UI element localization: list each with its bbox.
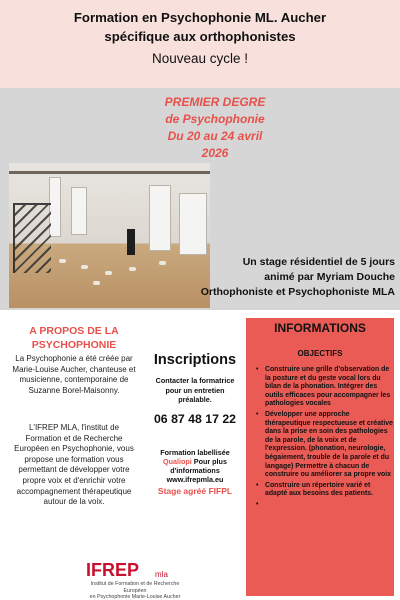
degree-line: PREMIER DEGRE [164, 95, 266, 109]
cushion [105, 271, 112, 275]
label-line-1: Formation labellisée [160, 448, 230, 457]
about-title-line-2: PSYCHOPHONIE [31, 339, 117, 351]
ifrep-logo [80, 560, 190, 600]
phone-number[interactable]: 06 87 48 17 22 [153, 412, 237, 426]
website-link[interactable]: www.ifrepmla.eu [166, 475, 224, 484]
objectives-title: OBJECTIFS [297, 349, 343, 358]
logo-sub: mla [155, 570, 168, 579]
window [149, 185, 171, 251]
about-title-line-1: A PROPOS DE LA [29, 325, 119, 337]
window [71, 187, 87, 235]
label-line-2-rest: Pour plus [191, 457, 227, 466]
title-line-1: Formation en Psychophonie ML. Aucher [73, 10, 327, 25]
subtitle: Nouveau cycle ! [151, 51, 249, 66]
about-paragraph-2: L'IFREP MLA, l'institut de Formation et de Recherche Européen en Psychophonie, vous propose une formation vous permettant de développer votre propre voix et d'enrichir votre accompagnement thérapeutique autour de la voix. [14, 423, 134, 507]
about-paragraph-1: La Psychophonie a été créée par Marie-Louise Aucher, chanteuse et musicienne, contemporaine de Suzanne Borel-Maisonny. [12, 354, 136, 395]
window [179, 193, 207, 255]
logo-caption [80, 581, 190, 600]
logo-caption-line-2: en Psychophonie Marie-Louise Aucher [89, 594, 181, 600]
title-line-2: spécifique aux orthophonistes [104, 29, 296, 44]
logo-mark [80, 560, 190, 580]
objective-item: • Construire un répertoire varié et adapté aux besoins des patients. [256, 482, 394, 499]
stove [127, 229, 135, 255]
label-line-2 [140, 457, 250, 466]
cushion [129, 267, 136, 271]
date-range: Du 20 au 24 avril [167, 129, 263, 143]
date-year: 2026 [201, 146, 229, 160]
staircase [13, 203, 51, 273]
label-line-3: d'informations [170, 466, 220, 475]
inscriptions-line-3: préalable. [178, 395, 212, 404]
logo-main: IFREP [86, 560, 140, 580]
ceiling-beam [9, 171, 210, 174]
inscriptions-title: Inscriptions [153, 352, 237, 368]
logo-caption-line-1: Institut de Formation et de Recherche Européen [90, 581, 180, 594]
stage-line-3: Orthophoniste et Psychophoniste MLA [200, 286, 395, 298]
objective-item: • Construire une grille d'observation de la posture et du geste vocal lors du bilan de la phonation. Intégrer des outils efficaces pour accompagner les pathologies vocales [256, 366, 394, 409]
inscriptions-line-1: Contacter la formatrice [155, 376, 235, 385]
stage-line-1: Un stage résidentiel de 5 jours [242, 256, 395, 268]
info-title: INFORMATIONS [274, 321, 366, 335]
stage-line-2: animé par Myriam Douche [264, 271, 395, 283]
stage-agree: Stage agréé FIFPL [157, 486, 233, 496]
objective-item: • Développer une approche thérapeutique respectueuse et créative dans la prise en soin des pathologies de la parole, de la voix et de l'expression. (phonation, neurologie, bégaiement, trouble de la parole et du langage) Permettre à chacun de construire ou améliorer sa propre voix [256, 411, 394, 480]
qualiopi-label: Qualiopi [163, 457, 192, 466]
inscriptions-line-2: pour un entretien [165, 386, 225, 395]
objective-item [256, 501, 394, 510]
cushion [93, 281, 100, 285]
cushion [81, 265, 88, 269]
degree-subject: de Psychophonie [165, 112, 265, 126]
objectives-list [256, 366, 394, 512]
cushion [59, 259, 66, 263]
